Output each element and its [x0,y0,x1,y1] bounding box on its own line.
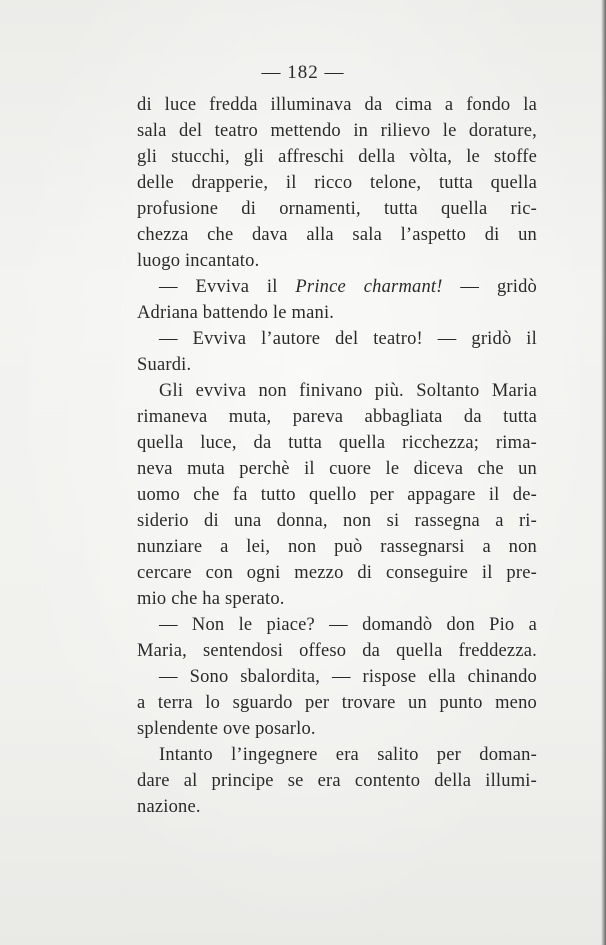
text-line: delle drapperie, il ricco telone, tutta quella [137,173,537,193]
text-line-dialogue [137,274,537,300]
text-line: chezza che dava alla sala l’aspetto di un [137,225,537,245]
text-line: quella luce, da tutta quella ricchezza; rima- [137,433,537,453]
text-line: dare al principe se era contento della illumi- [137,771,537,791]
text-line: mio che ha sperato. [137,589,285,609]
text-line: — Sono sbalordita, — rispose ella chinando [159,667,537,687]
page-number: — 182 — [261,62,345,83]
text-line: nazione. [137,797,201,817]
text-line: cercare con ogni mezzo di conseguire il pre- [137,563,537,583]
text-line: siderio di una donna, non si rassegna a ri- [137,511,537,531]
text-line: sala del teatro mettendo in rilievo le dorature, [137,121,537,141]
text-line: — Evviva l’autore del teatro! — gridò il [159,329,537,349]
text-line: Gli evviva non finivano più. Soltanto Maria [159,381,537,401]
text-line: profusione di ornamenti, tutta quella ric- [137,199,537,219]
text-line: luogo incantato. [137,251,260,271]
text-line: Intanto l’ingegnere era salito per doman- [159,745,537,765]
text-line: di luce fredda illuminava da cima a fondo la [137,95,537,115]
text-line: nunziare a lei, non può rassegnarsi a non [137,537,537,557]
text-line: splendente ove posarlo. [137,719,316,739]
body-text [137,92,537,820]
text-segment: — Evviva il [159,277,296,297]
text-line: gli stucchi, gli affreschi della vòlta, le stoffe [137,147,537,167]
page-edge-shadow [601,0,606,945]
text-line: neva muta perchè il cuore le diceva che un [137,459,537,479]
text-segment: — gridò [442,277,537,297]
text-line: — Non le piace? — domandò don Pio a [159,615,537,635]
italic-phrase: Prince charmant! [295,277,443,297]
text-line: a terra lo sguardo per trovare un punto meno [137,693,537,713]
text-line: rimaneva muta, pareva abbagliata da tutta [137,407,537,427]
text-line: uomo che fa tutto quello per appagare il de- [137,485,537,505]
text-line: Adriana battendo le mani. [137,303,335,323]
text-line: Maria, sentendosi offeso da quella freddezza. [137,641,537,661]
text-line: Suardi. [137,355,192,375]
